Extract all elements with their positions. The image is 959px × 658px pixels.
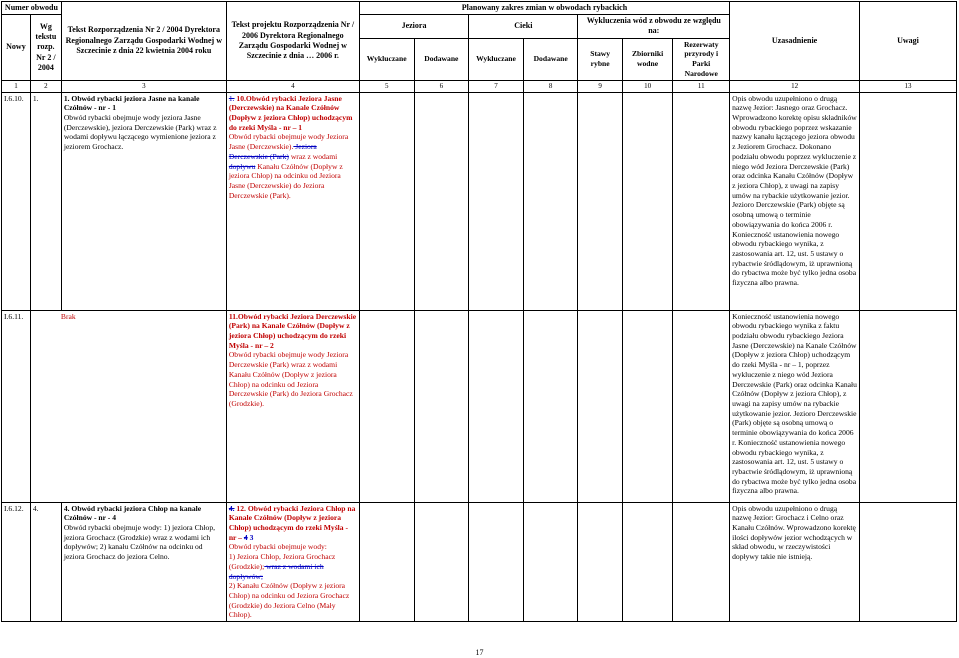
empty-cell [578,502,622,622]
deleted-text: Jeziora Derczewskie (Park) [228,142,317,161]
row-nowy: I.6.11. [2,310,31,502]
empty-cell [860,502,957,622]
new-body: Kanału Czółnów (Dopływ z jeziora Chłop) na odcinku od Jeziora Jasne (Derczewskie) do Jeziora Derczewskie (Park). [228,161,343,200]
empty-cell [622,502,673,622]
row-old-text [61,92,226,310]
new-number: 12. [234,503,246,513]
numer-obwodu-header: Numer obwodu [2,2,62,15]
col-number: 12 [730,80,860,92]
col-number: 8 [523,80,578,92]
wg-tekstu-header: Wg tekstu rozp. Nr 2 / 2004 [30,15,61,80]
empty-cell [359,92,414,310]
row-new-text [226,502,359,622]
table-row [2,502,957,622]
empty-cell [673,92,730,310]
table-row [2,92,957,310]
new-body: 2) Kanału Czółnów (Dopływ z jeziora Chłop) na odcinku od Jeziora Grochacz (Grodzkie) do Jeziora Celno (Mały Chłop). [228,581,350,620]
jeziora-header: Jeziora [359,15,468,38]
col-number: 5 [359,80,414,92]
col-number: 4 [226,80,359,92]
empty-cell [860,92,957,310]
planned-changes-header: Planowany zakres zmian w obwodach rybackich [359,2,729,15]
col-number: 6 [414,80,469,92]
new-title: 11.Obwód rybacki Jeziora Derczewskie (Park) na Kanale Czółnów (Dopływ z jeziora Chłop) uchodzącym do rzeki Myśla - nr – 2 [228,311,357,350]
jeziora-dodawane-header: Dodawane [414,38,469,80]
row-nowy: I.6.10. [2,92,31,310]
cieki-wykluczane-header: Wykluczane [469,38,524,80]
empty-cell [523,502,578,622]
new-body: wraz z wodami [288,151,338,161]
deleted-text: dopływu [228,161,256,171]
empty-cell [414,502,469,622]
old-text-header: Tekst Rozporządzenia Nr 2 / 2004 Dyrektora Regionalnego Zarządu Gospodarki Wodnej w Szczecinie z dnia 22 kwietnia 2004 roku [61,2,226,81]
row-uzasadnienie: Konieczność ustanowienia nowego obwodu rybackiego wynika z faktu podziału obwodu rybackiego Jeziora Jasne (Derczewskie) na Kanale Czółnów (Dopływ z jeziora Chłop) uchodzącym do rzeki Myśla - nr – 1, poprzez wykluczenie z niego wód Jeziora Derczewskie (Park) oraz odcinka Kanału Czółnów (Dopływ z jeziora Chłop), z uwagi na zapisy umów na rybackie użytkowanie jezior. Jezioro Derczewskie (Park) objęte są osobną umową o terminie obowiązywania do końca 2006 r. Konieczność ustanowienia nowego obwodu rybackiego wynika, z zastosowania art. 12, ust. 5 ustawy o rybactwie śródlądowym, iż uprawnioną do rybactwa może być tylko jedna osoba fizyczna albo prawna. [730,310,860,502]
col-number: 1 [2,80,31,92]
nowy-header: Nowy [2,15,31,80]
new-number: 10. [234,93,246,103]
old-text-body: Obwód rybacki obejmuje wody: 1) jeziora Chłop, jeziora Grochacz (Grodzkie) wraz z wodami ich dopływów; 2) kanału Czółnów na odcinku od jeziora Grochacz do jeziora Celno. [63,522,216,562]
uzasadnienie-header: Uzasadnienie [730,2,860,81]
new-title: Obwód rybacki Jeziora Jasne (Derczewskie) na Kanale Czółnów (Dopływ z jeziora Chłop) uchodzącym do rzeki Myśla - nr – 1 [228,93,353,132]
new-title: Obwód rybacki Jeziora Chłop na Kanale Czółnów (Dopływ z jeziora Chłop) uchodzącym do rzeki Myśla - nr – [228,503,356,542]
empty-cell [578,92,622,310]
empty-cell [469,502,524,622]
new-text-header: Tekst projektu Rozporządzenia Nr / 2006 Dyrektora Regionalnego Zarządu Gospodarki Wodnej w Szczecinie z dnia … 2006 r. [226,2,359,81]
zbiorniki-header: Zbiorniki wodne [622,38,673,80]
fishing-districts-table [1,1,957,622]
col-number: 11 [673,80,730,92]
uwagi-header: Uwagi [860,2,957,81]
cieki-header: Cieki [469,15,578,38]
row-old-number: 4. [30,502,61,622]
empty-cell [523,92,578,310]
cieki-dodawane-header: Dodawane [523,38,578,80]
row-old-text [61,502,226,622]
new-body: Obwód rybacki obejmuje wody Jeziora Jasne (Derczewskie). [228,132,349,152]
row-new-text [226,310,359,502]
empty-cell [622,92,673,310]
jeziora-wykluczane-header: Wykluczane [359,38,414,80]
stawy-header: Stawy rybne [578,38,622,80]
row-uzasadnienie: Opis obwodu uzupełniono o drugą nazwę Jezior: Grochacz i Celno oraz Kanału Czółnów. Wprowadzono korektę ilości dopływów jezior wchodzących w skład obwodu, w rzeczywistości dopływy takie nie istnieją. [730,502,860,622]
col-number: 3 [61,80,226,92]
deleted-text: wraz z wodami ich dopływów; [228,561,324,581]
empty-cell [414,92,469,310]
empty-cell [860,310,957,502]
old-text-title: 1. Obwód rybacki jeziora Jasne na kanale Czółnów - nr - 1 [63,93,200,113]
col-number: 7 [469,80,524,92]
deleted-number: 1. [228,93,235,103]
row-new-text [226,92,359,310]
empty-cell [622,310,673,502]
page-number: 17 [475,648,484,657]
col-number: 13 [860,80,957,92]
new-body: 1) Jeziora Chłop, Jeziora Grochacz (Grodzkie); [228,552,336,571]
new-number: 3 [247,532,254,542]
empty-cell [523,310,578,502]
table-row [2,310,957,502]
empty-cell [469,310,524,502]
header-row-1 [2,2,957,15]
row-uzasadnienie: Opis obwodu uzupełniono o drugą nazwę Jezior: Jasnego oraz Grochacz. Wprowadzono korektę opisu składników obwodu rybackiego poprzez wskazanie nazwy kanału łączącego jeziora obwodu z Jeziorem Grochacz. Dokonano podziału obwodu poprzez wykluczenie z niego wód Jeziora Derczewskie (Park) oraz odcinka Kanału Czółnów (Dopływ z jeziora Chłop), z uwagi na zapisy umów na rybackie użytkowanie jezior. Jezioro Derczewskie (Park) objęte są osobną umową o terminie obowiązywania do końca 2006 r. Konieczność ustanowienia nowego obwodu rybackiego wynika, z zastosowania art. 12, ust. 5 ustawy o rybactwie śródlądowym, iż uprawnioną do rybactwa może być tylko jedna osoba fizyczna albo prawna. [730,92,860,310]
column-number-row [2,80,957,92]
new-body: Obwód rybacki obejmuje wody Jeziora Derczewskie (Park) wraz z wodami Kanału Czółnów (Dopływ z jeziora Chłop) na odcinku od Jeziora Derczewskie (Park) do Jeziora Grochacz (Grodzkie). [228,350,353,408]
empty-cell [673,502,730,622]
empty-cell [469,92,524,310]
new-body: Obwód rybacki obejmuje wody: [228,542,327,552]
deleted-number: 4. [228,503,235,513]
empty-cell [359,502,414,622]
empty-cell [414,310,469,502]
row-old-text: Brak [30,310,226,502]
deleted-text: 4 [243,532,248,542]
rezerwaty-header: Rezerwaty przyrody i Parki Narodowe [673,38,730,80]
empty-cell [673,310,730,502]
old-text-body: Obwód rybacki obejmuje wody jeziora Jasne (Derczewskie), jeziora Derczewskie (Park) wraz z wodami dopływu łączącego wymienione jeziora z jeziorem Grochacz. [63,112,217,152]
wykluczenia-header: Wykluczenia wód z obwodu ze względu na: [578,15,730,38]
row-old-number: 1. [30,92,61,310]
col-number: 2 [30,80,61,92]
old-text-title: 4. Obwód rybacki jeziora Chłop na kanale Czółnów - nr - 4 [63,503,202,523]
empty-cell [359,310,414,502]
col-number: 9 [578,80,622,92]
col-number: 10 [622,80,673,92]
row-nowy: I.6.12. [2,502,31,622]
empty-cell [578,310,622,502]
